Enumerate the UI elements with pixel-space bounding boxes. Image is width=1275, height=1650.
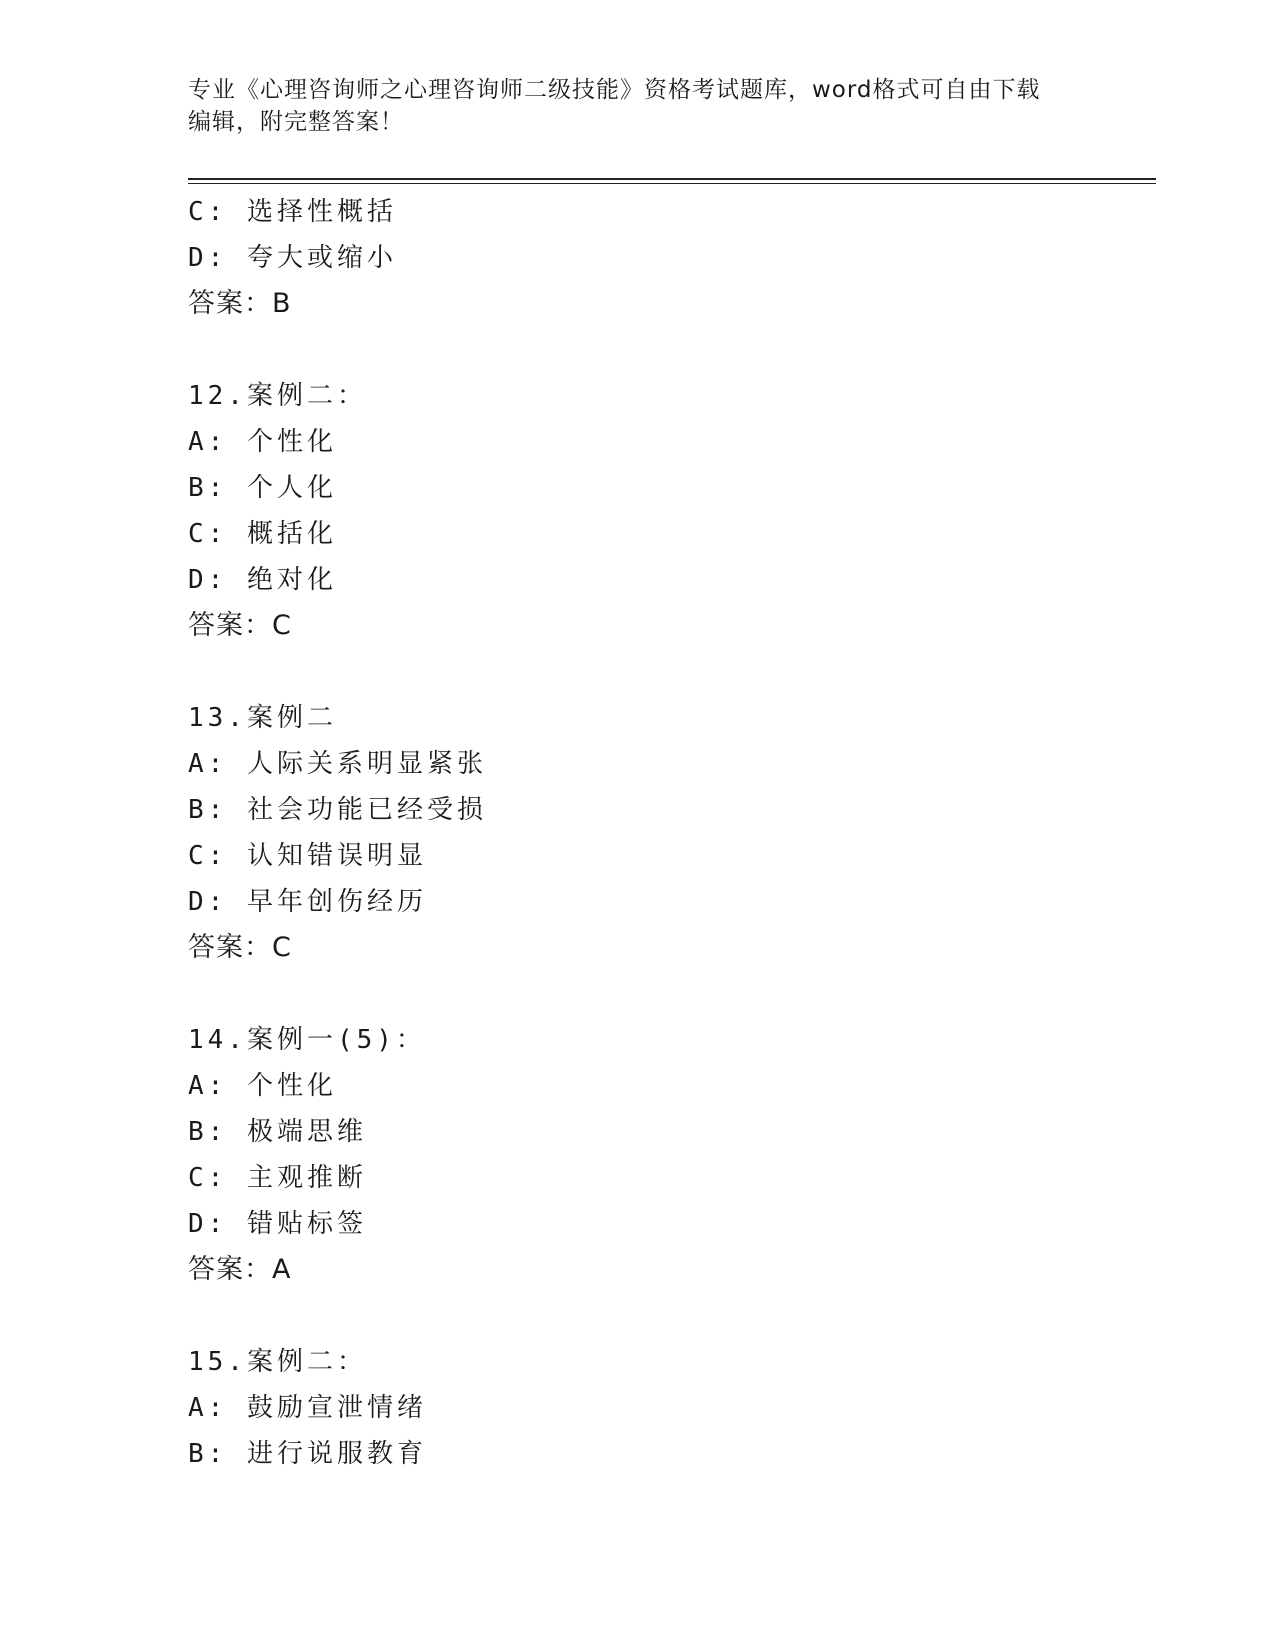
option-b: B: 社会功能已经受损 <box>188 795 487 825</box>
document-header <box>188 74 1088 138</box>
option-a: A: 个性化 <box>188 1071 337 1101</box>
answer-text: 答案：A <box>188 1254 292 1285</box>
question-title: 14.案例一(5)： <box>188 1025 426 1055</box>
answer-text: 答案：B <box>188 288 292 319</box>
header-line-1: 专业《心理咨询师之心理咨询师二级技能》资格考试题库，word格式可自由下载 <box>188 77 1041 103</box>
option-b: B: 个人化 <box>188 473 337 503</box>
option-c: C: 认知错误明显 <box>188 841 427 871</box>
question-title: 12.案例二： <box>188 381 367 411</box>
spacer <box>188 971 1148 1017</box>
option-d: D: 错贴标签 <box>188 1209 367 1239</box>
option-a: A: 人际关系明显紧张 <box>188 749 487 779</box>
option-d: D: 绝对化 <box>188 565 337 595</box>
header-divider-thick <box>188 178 1156 180</box>
answer-text: 答案：C <box>188 932 292 963</box>
spacer <box>188 649 1148 695</box>
header-divider-thin <box>188 183 1156 184</box>
question-title: 13.案例二 <box>188 703 337 733</box>
question-title: 15.案例二： <box>188 1347 367 1377</box>
question-block-14 <box>188 1017 1148 1293</box>
question-block-15 <box>188 1339 1148 1477</box>
option-c: C: 概括化 <box>188 519 337 549</box>
question-block-11 <box>188 189 1148 327</box>
spacer <box>188 1293 1148 1339</box>
spacer <box>188 327 1148 373</box>
option-a: A: 个性化 <box>188 427 337 457</box>
option-c: C: 选择性概括 <box>188 197 397 227</box>
option-c: C: 主观推断 <box>188 1163 367 1193</box>
option-d: D: 早年创伤经历 <box>188 887 427 917</box>
option-d: D: 夸大或缩小 <box>188 243 397 273</box>
question-list <box>188 189 1148 1477</box>
answer-text: 答案：C <box>188 610 292 641</box>
option-b: B: 进行说服教育 <box>188 1439 427 1469</box>
header-line-2: 编辑，附完整答案！ <box>188 109 404 135</box>
option-a: A: 鼓励宣泄情绪 <box>188 1393 427 1423</box>
question-block-13 <box>188 695 1148 971</box>
question-block-12 <box>188 373 1148 649</box>
option-b: B: 极端思维 <box>188 1117 367 1147</box>
